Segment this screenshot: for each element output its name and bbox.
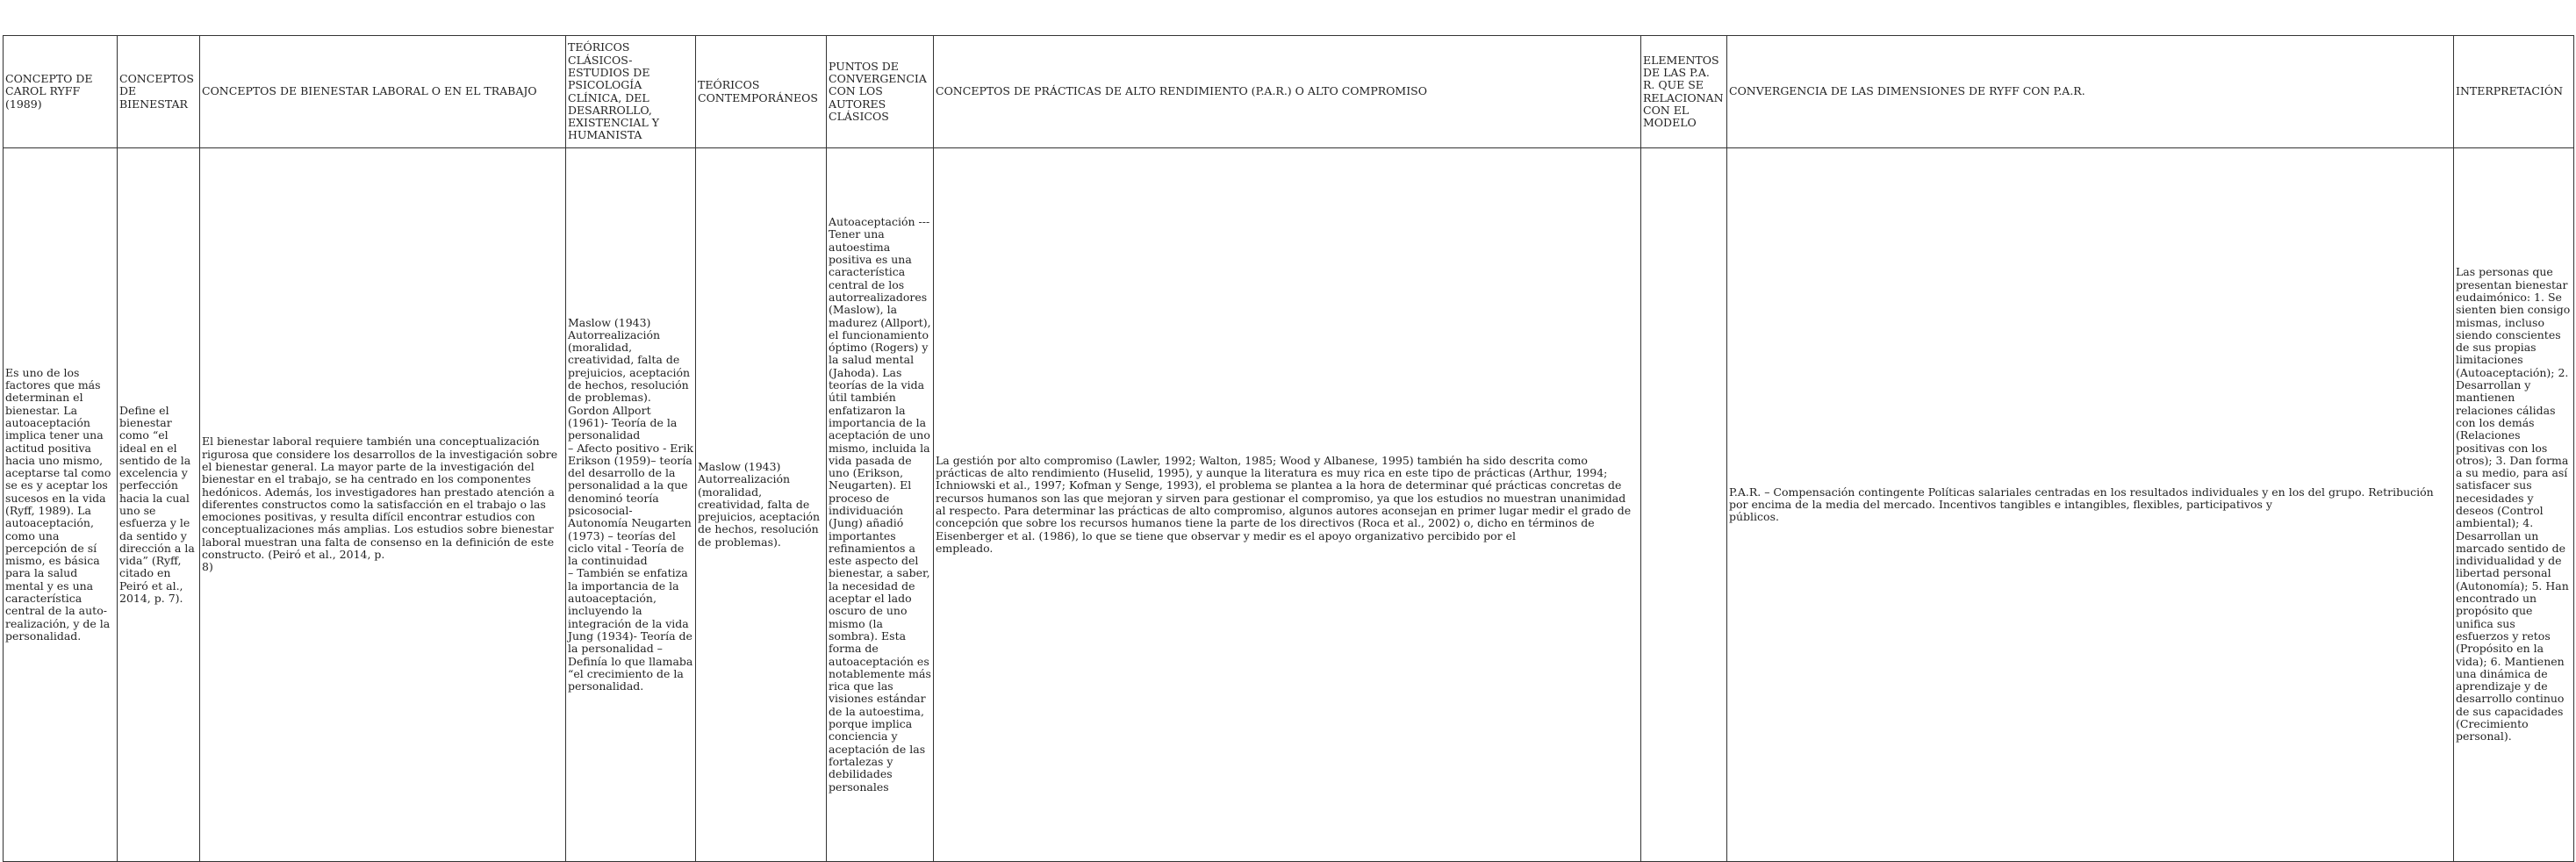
- header-cell: [2454, 36, 2574, 148]
- table-cell: [566, 148, 696, 862]
- header-interpretation: INTERPRETACIÓN: [2456, 84, 2564, 98]
- header-wellbeing-concepts: CONCEPTOS DE BIENESTAR: [119, 72, 194, 111]
- table-row: [4, 148, 2574, 862]
- cell-wellbeing-concept: Define el bienestar como “el ideal en el sentido de la excelencia y perfección hacia la cual uno se esfuerza y le da sentido y dirección a la vida” (Ryff, citado en Peiró et al., 2014, p. 7).: [119, 403, 195, 606]
- cell-ryff-concept: Es uno de los factores que más determinan el bienestar. La autoaceptación implica tener una actitud positiva hacia uno mismo, aceptarse tal como se es y aceptar los sucesos en la vida (Ryff, 1989). La autoaceptación, como una percepción de sí mismo, es básica para la salud mental y es una característica central de la auto-realización, y de la personalidad.: [5, 365, 111, 643]
- header-convergence-points: PUNTOS DE CONVERGENCIA CON LOS AUTORES CLÁSICOS: [829, 59, 927, 123]
- header-row: [4, 36, 2574, 148]
- header-cell: [200, 36, 566, 148]
- table-cell: [118, 148, 200, 862]
- cell-par-concepts: La gestión por alto compromiso (Lawler, 1992; Walton, 1985; Wood y Albanese, 1995) también ha sido descrita como prácticas de alto rendimiento (Huselid, 1995), y aunque la literatura es muy rica en este tipo de prácticas (Arthur, 1994; Ichniowski et al., 1997; Kofman y Senge, 1993), el problema se plantea a la hora de determinar qué prácticas concretas de recursos humanos son las que mejoran y sirven para gestionar el compromiso, ya que los estudios no muestran unanimidad al respecto. Para determinar las prácticas de alto compromiso, algunos autores aconsejan en primer lugar medir el grado de concepción que sobre los recursos humanos tiene la parte de los directivos (Roca et al., 2002) o, dicho en términos de Eisenberger et al. (1986), lo que se tiene que observar y medir es el apoyo organizativo percibido por el empleado.: [936, 453, 1632, 555]
- cell-work-wellbeing: El bienestar laboral requiere también una conceptualización rigurosa que considere los desarrollos de la investigación sobre el bienestar general. La mayor parte de la investigación del bienestar en el trabajo, se ha centrado en los componentes hedónicos. Además, los investigadores han prestado atención a diferentes constructos como la satisfacción en el trabajo o las emociones positivas, y resulta difícil encontrar estudios con conceptualizaciones más amplias. Los estudios sobre bienestar laboral muestran una falta de consenso en la definición de este constructo. (Peiró et al., 2014, p. 8): [202, 435, 558, 574]
- table-cell: [4, 148, 118, 862]
- table-cell: [1641, 148, 1727, 862]
- table-cell: [2454, 148, 2574, 862]
- header-classic-theorists: TEÓRICOS CLÁSICOS-ESTUDIOS DE PSICOLOGÍA CLÍNICA, DEL DESARROLLO, EXISTENCIAL Y HUMANISTA: [568, 40, 659, 142]
- cell-interpretation: Las personas que presentan bienestar eudaimónico: 1. Se sienten bien consigo mismas, incluso siendo conscientes de sus propias limitaciones (Autoaceptación); 2. Desarrollan y mantienen relaciones cálidas con los demás (Relaciones positivas con los otros); 3. Dan forma a su medio, para así satisfacer sus necesidades y deseos (Control ambiental); 4. Desarrollan un marcado sentido de individualidad y de libertad personal (Autonomía); 5. Han encontrado un propósito que unifica sus esfuerzos y retos (Propósito en la vida); 6. Mantienen una dinámica de aprendizaje y de desarrollo continuo de sus capacidades (Crecimiento personal).: [2456, 265, 2571, 743]
- table-cell: [827, 148, 934, 862]
- header-cell: [1641, 36, 1727, 148]
- comparison-table: [3, 35, 2574, 862]
- header-cell: [827, 36, 934, 148]
- table-cell: [934, 148, 1641, 862]
- header-cell: [696, 36, 827, 148]
- header-par-concepts: CONCEPTOS DE PRÁCTICAS DE ALTO RENDIMIENTO (P.A.R.) O ALTO COMPROMISO: [936, 84, 1427, 98]
- table-cell: [1727, 148, 2454, 862]
- cell-ryff-par-convergence: P.A.R. – Compensación contingente Políticas salariales centradas en los resultados individuales y en los del grupo. Retribución por encima de la media del mercado. Incentivos tangibles e intangibles, flexibles, participativos y públicos.: [1729, 485, 2434, 524]
- header-cell: [566, 36, 696, 148]
- header-cell: [1727, 36, 2454, 148]
- cell-classic-theorists: Maslow (1943) Autorrealización (moralidad, creatividad, falta de prejuicios, aceptación de hechos, resolución de problemas). Gordon Allport (1961)- Teoría de la personalidad – Afecto positivo - Erik Erikson (1959)– teoría del desarrollo de la personalidad a la que denominó teoría psicosocial- Autonomía Neugarten (1973) – teorías del ciclo vital - Teoría de la continuidad – También se enfatiza la importancia de la autoaceptación, incluyendo la integración de la vida Jung (1934)- Teoría de la personalidad – Definía lo que llamaba “el crecimiento de la personalidad.: [568, 315, 693, 693]
- header-cell: [4, 36, 118, 148]
- header-cell: [934, 36, 1641, 148]
- cell-convergence-points: Autoaceptación ---Tener una autoestima positiva es una característica central de los autorrealizadores (Maslow), la madurez (Allport), el funcionamiento óptimo (Rogers) y la salud mental (Jahoda). Las teorías de la vida útil también enfatizaron la importancia de la aceptación de uno mismo, incluida la vida pasada de uno (Erikson, Neugarten). El proceso de individuación (Jung) añadió importantes refinamientos a este aspecto del bienestar, a saber, la necesidad de aceptar el lado oscuro de uno mismo (la sombra). Esta forma de autoaceptación es notablemente más rica que las visiones estándar de la autoestima, porque implica conciencia y aceptación de las fortalezas y debilidades personales: [829, 215, 931, 794]
- header-work-wellbeing: CONCEPTOS DE BIENESTAR LABORAL O EN EL TRABAJO: [202, 84, 537, 98]
- header-ryff-concept: CONCEPTO DE CAROL RYFF (1989): [5, 72, 93, 111]
- header-par-elements: ELEMENTOS DE LAS P.A. R. QUE SE RELACIONAN CON EL MODELO: [1643, 53, 1724, 130]
- table-cell: [200, 148, 566, 862]
- cell-contemporary-theorists: Maslow (1943) Autorrealización (moralidad, creatividad, falta de prejuicios, aceptación de hechos, resolución de problemas).: [698, 459, 821, 549]
- header-cell: [118, 36, 200, 148]
- header-contemporary-theorists: TEÓRICOS CONTEMPORÁNEOS: [698, 78, 818, 104]
- header-ryff-par-convergence: CONVERGENCIA DE LAS DIMENSIONES DE RYFF CON P.A.R.: [1729, 84, 2085, 98]
- table-cell: [696, 148, 827, 862]
